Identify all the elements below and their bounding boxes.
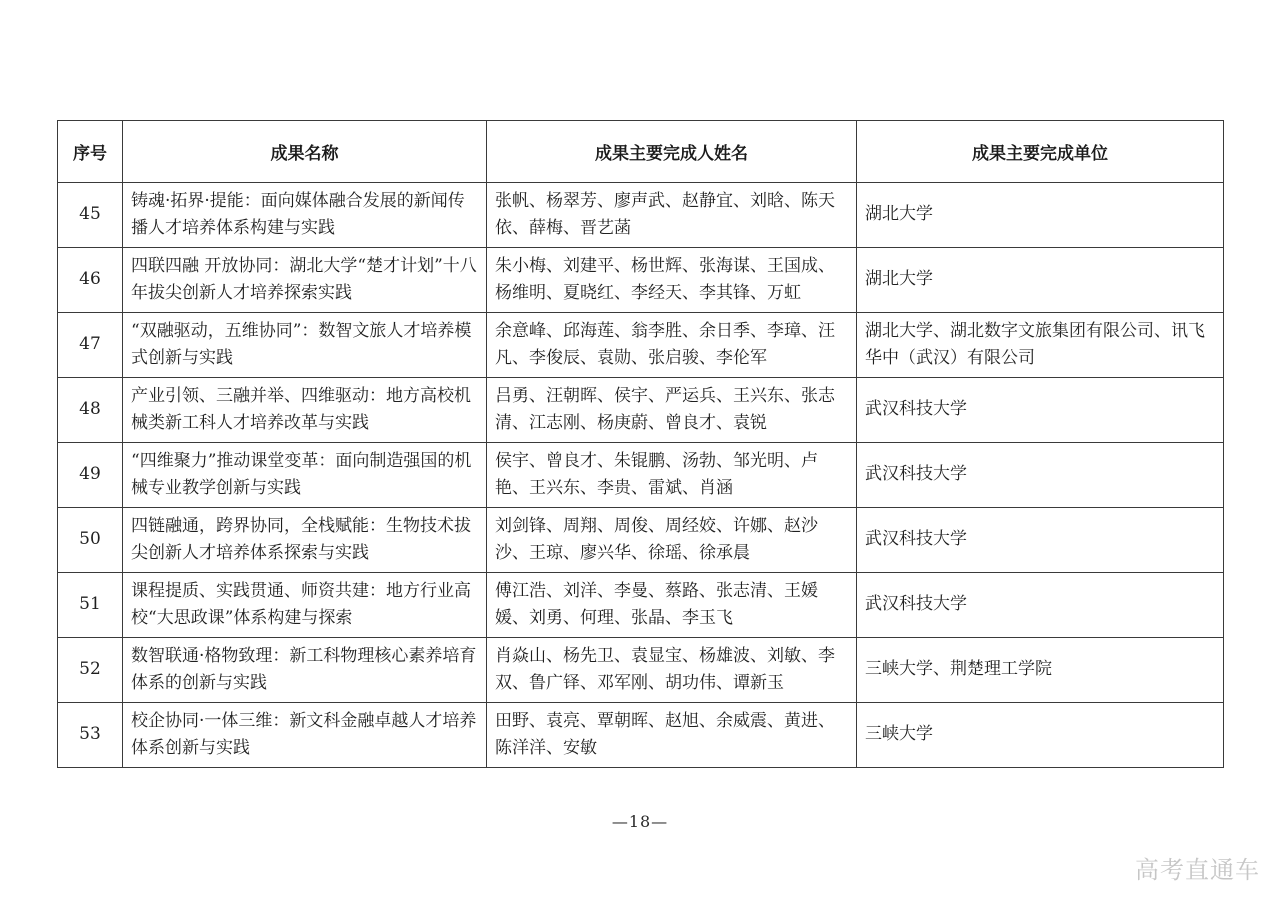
contributors-cell: 田野、袁亮、覃朝晖、赵旭、余威震、黄进、陈洋洋、安敏 — [487, 703, 857, 768]
organization-cell: 湖北大学 — [857, 248, 1224, 313]
table-row — [58, 508, 1224, 573]
contributors-cell: 刘剑锋、周翔、周俊、周经姣、许娜、赵沙沙、王琼、廖兴华、徐瑶、徐承晨 — [487, 508, 857, 573]
contributors-cell: 朱小梅、刘建平、杨世辉、张海谋、王国成、杨维明、夏晓红、李经天、李其锋、万虹 — [487, 248, 857, 313]
contributors-cell: 吕勇、汪朝晖、侯宇、严运兵、王兴东、张志清、江志刚、杨庚蔚、曾良才、袁锐 — [487, 378, 857, 443]
contributors-cell: 侯宇、曾良才、朱锟鹏、汤勃、邹光明、卢艳、王兴东、李贵、雷斌、肖涵 — [487, 443, 857, 508]
achievement-name-cell: 四链融通，跨界协同，全栈赋能：生物技术拔尖创新人才培养体系探索与实践 — [123, 508, 487, 573]
table-row — [58, 378, 1224, 443]
organization-cell: 湖北大学、湖北数字文旅集团有限公司、讯飞华中（武汉）有限公司 — [857, 313, 1224, 378]
serial-number-cell: 48 — [58, 378, 123, 443]
contributors-cell: 张帆、杨翠芳、廖声武、赵静宜、刘晗、陈天依、薛梅、晋艺菡 — [487, 183, 857, 248]
header-main-contributors: 成果主要完成人姓名 — [487, 121, 857, 183]
table-header — [58, 121, 1224, 183]
header-serial-number: 序号 — [58, 121, 123, 183]
table-row — [58, 573, 1224, 638]
achievement-name-cell: 四联四融 开放协同：湖北大学“楚才计划”十八年拔尖创新人才培养探索实践 — [123, 248, 487, 313]
header-row — [58, 121, 1224, 183]
table-row — [58, 248, 1224, 313]
achievement-name-cell: “双融驱动，五维协同”：数智文旅人才培养模式创新与实践 — [123, 313, 487, 378]
table-row — [58, 703, 1224, 768]
organization-cell: 武汉科技大学 — [857, 508, 1224, 573]
serial-number-cell: 49 — [58, 443, 123, 508]
organization-cell: 湖北大学 — [857, 183, 1224, 248]
achievement-name-cell: 数智联通·格物致理：新工科物理核心素养培育体系的创新与实践 — [123, 638, 487, 703]
table-body — [58, 183, 1224, 768]
serial-number-cell: 45 — [58, 183, 123, 248]
watermark: 高考直通车 — [1135, 857, 1260, 884]
achievement-name-cell: 铸魂·拓界·提能：面向媒体融合发展的新闻传播人才培养体系构建与实践 — [123, 183, 487, 248]
table-row — [58, 443, 1224, 508]
header-achievement-name: 成果名称 — [123, 121, 487, 183]
serial-number-cell: 50 — [58, 508, 123, 573]
header-main-organizations: 成果主要完成单位 — [857, 121, 1224, 183]
achievement-name-cell: 产业引领、三融并举、四维驱动：地方高校机械类新工科人才培养改革与实践 — [123, 378, 487, 443]
organization-cell: 武汉科技大学 — [857, 573, 1224, 638]
organization-cell: 三峡大学、荆楚理工学院 — [857, 638, 1224, 703]
serial-number-cell: 47 — [58, 313, 123, 378]
serial-number-cell: 53 — [58, 703, 123, 768]
contributors-cell: 肖焱山、杨先卫、袁显宝、杨雄波、刘敏、李双、鲁广铎、邓军刚、胡功伟、谭新玉 — [487, 638, 857, 703]
table-row — [58, 183, 1224, 248]
achievement-name-cell: 校企协同·一体三维：新文科金融卓越人才培养体系创新与实践 — [123, 703, 487, 768]
contributors-cell: 余意峰、邱海莲、翁李胜、余日季、李璋、汪凡、李俊辰、袁勋、张启骏、李伦军 — [487, 313, 857, 378]
page-number: —18— — [611, 812, 669, 831]
organization-cell: 三峡大学 — [857, 703, 1224, 768]
table-row — [58, 638, 1224, 703]
contributors-cell: 傅江浩、刘洋、李曼、蔡路、张志清、王媛媛、刘勇、何理、张晶、李玉飞 — [487, 573, 857, 638]
serial-number-cell: 52 — [58, 638, 123, 703]
achievement-name-cell: 课程提质、实践贯通、师资共建：地方行业高校“大思政课”体系构建与探索 — [123, 573, 487, 638]
results-table — [57, 120, 1224, 768]
organization-cell: 武汉科技大学 — [857, 443, 1224, 508]
serial-number-cell: 51 — [58, 573, 123, 638]
organization-cell: 武汉科技大学 — [857, 378, 1224, 443]
table-row — [58, 313, 1224, 378]
achievement-name-cell: “四维聚力”推动课堂变革：面向制造强国的机械专业教学创新与实践 — [123, 443, 487, 508]
serial-number-cell: 46 — [58, 248, 123, 313]
